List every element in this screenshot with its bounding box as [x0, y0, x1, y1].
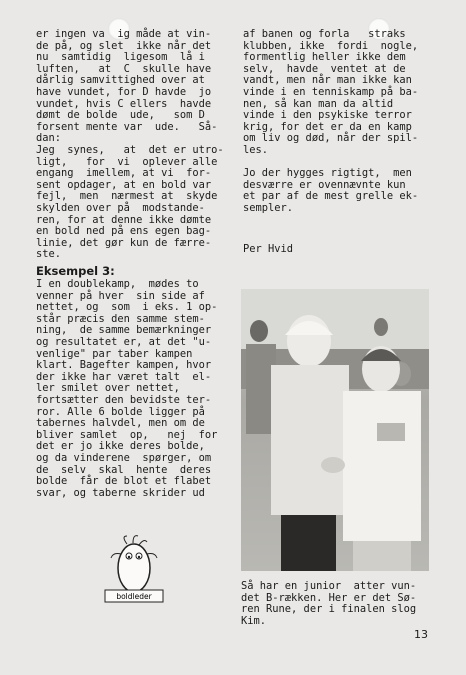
cartoon-label: boldleder: [116, 592, 152, 601]
photo-caption: Så har en junior atter vun- det B-rækken. Her er det Sø- ren Rune, der i finalen slog Kim.: [241, 580, 417, 627]
page-number: 13: [414, 628, 428, 641]
left-paragraph-3: I en doublekamp, mødes to venner på hver sin side af nettet, og som i eks. 1 op- står præcis den samme stem- ning, de samme bemærkninger og resultatet er, at det "u- venlige" par taber kampen klart. Bagefter kampen, hvor der ikke har været talt el- ler smilet over nettet, fortsætter den bevidste ter- ror. Alle 6 bolde ligger på tabernes halvdel, men om de bliver samlet op, nej for det er jo ikke deres bolde, og da vinderene spørger, om de selv skal hente deres bolde får de blot et flabet svar, og taberne skrider ud: [36, 278, 218, 499]
photo-two-tennis-players: [241, 289, 429, 571]
boldleder-cartoon: [103, 534, 165, 614]
right-paragraph-2: Jo der hygges rigtigt, men desværre er ovennævnte kun et par af de mest grelle ek- sempler.: [243, 167, 419, 214]
section-heading: Eksempel 3:: [36, 264, 115, 278]
author-signature: Per Hvid: [243, 243, 294, 255]
left-paragraph-1: er ingen va ig måde at vin- de på, og slet ikke når det nu samtidig ligesom lå i luften, at C skulle have dårlig samvittighed over at have vundet, for D havde jo vundet, hvis C ellers havde dømt de bolde ude, som D forsent mente var ude. Så- dan:: [36, 28, 218, 145]
right-paragraph-1: af banen og forla straks klubben, ikke fordi nogle, formentlig heller ikke dem selv, havde ventet at de vandt, men når man ikke kan vinde i en tenniskamp på ba- nen, så kan man da altid vinde i den psykiske terror krig, for det er da en kamp om liv og død, når der spil- les.: [243, 28, 419, 156]
left-paragraph-2: Jeg synes, at det er utro- ligt, for vi oplever alle engang imellem, at vi for- sent opdager, at en bold var fejl, men nærmest at skyde skylden over på modstande- ren, for at denne ikke dømte en bold ned på ens egen bag- linie, det gør kun de færre- ste.: [36, 144, 224, 261]
